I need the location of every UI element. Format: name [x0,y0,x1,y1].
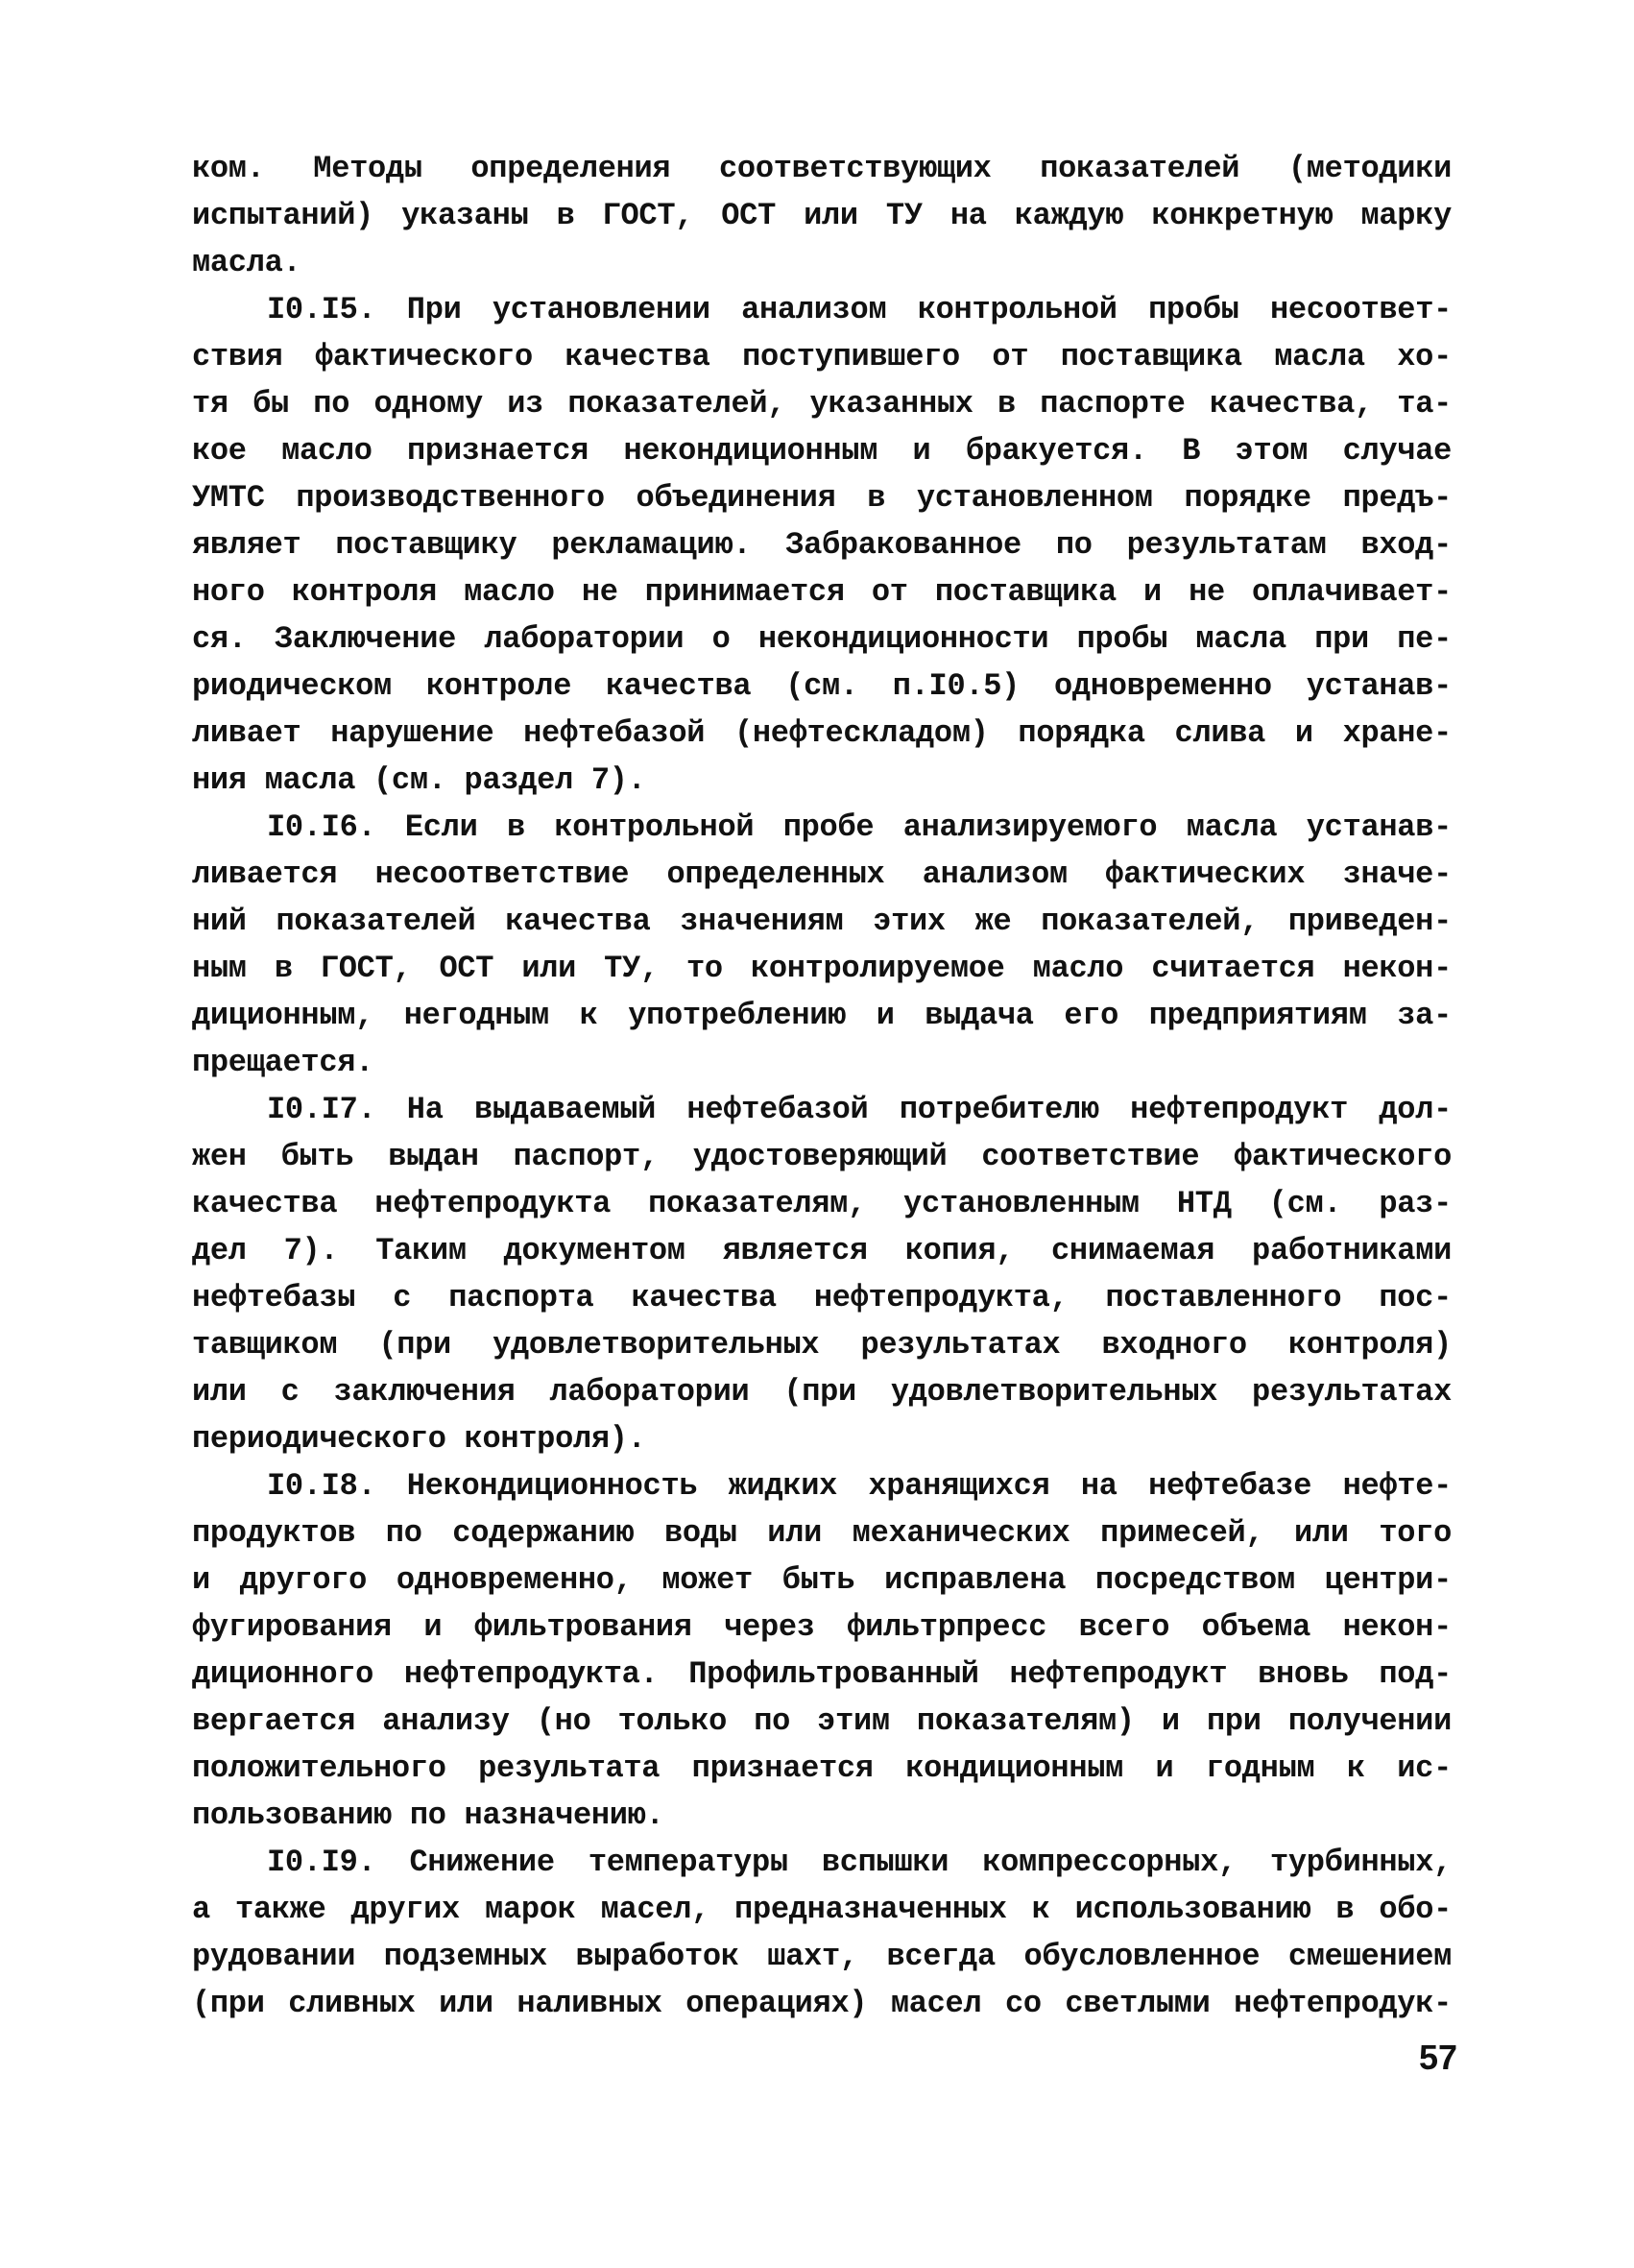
text-line: тавщиком (при удовлетворительных результатах входного контроля) [192,1327,1452,1363]
text-line: ным в ГОСТ, ОСТ или ТУ, то контролируемое масло считается некон- [192,951,1452,986]
text-line: (при сливных или наливных операциях) масел со светлыми нефтепродук- [192,1986,1452,2021]
text-line: испытаний) указаны в ГОСТ, ОСТ или ТУ на каждую конкретную марку [192,198,1452,233]
text-line: тя бы по одному из показателей, указанных в паспорте качества, та- [192,386,1452,422]
text-line: и другого одновременно, может быть исправлена посредством центри- [192,1562,1452,1598]
paragraph [192,145,1452,286]
text-line: пользованию по назначению. [192,1798,664,1833]
text-line: I0.I6. Если в контрольной пробе анализируемого масла устанав- [267,809,1452,845]
text-line: диционным, негодным к употреблению и выдача его предприятиям за- [192,998,1452,1033]
text-line: ком. Методы определения соответствующих показателей (методики [192,151,1452,186]
text-line: а также других марок масел, предназначенных к использованию в обо- [192,1892,1452,1927]
text-line: или с заключения лаборатории (при удовлетворительных результатах [192,1374,1452,1410]
text-line: I0.I5. При установлении анализом контрольной пробы несоответ- [267,292,1452,327]
text-line: ливает нарушение нефтебазой (нефтескладом) порядка слива и хране- [192,715,1452,751]
text-line: рудовании подземных выработок шахт, всегда обусловленное смешением [192,1939,1452,1974]
paragraph [192,286,1452,804]
text-line: I0.I8. Некондиционность жидких хранящихся на нефтебазе нефте- [267,1468,1452,1504]
text-line: I0.I7. На выдаваемый нефтебазой потребителю нефтепродукт дол- [267,1092,1452,1127]
text-line: ствия фактического качества поступившего от поставщика масла хо- [192,339,1452,374]
text-line: качества нефтепродукта показателям, установленным НТД (см. раз- [192,1186,1452,1221]
text-line: периодического контроля). [192,1421,646,1457]
text-line: продуктов по содержанию воды или механических примесей, или того [192,1515,1452,1551]
paragraph [192,804,1452,1086]
text-line: прещается. [192,1045,374,1080]
text-line: I0.I9. Снижение температуры вспышки компрессорных, турбинных, [267,1845,1452,1880]
document-body [192,145,1452,2027]
text-line: дел 7). Таким документом является копия, снимаемая работниками [192,1233,1452,1268]
text-line: ний показателей качества значениям этих же показателей, приведен- [192,904,1452,939]
text-line: жен быть выдан паспорт, удостоверяющий соответствие фактического [192,1139,1452,1174]
text-line: фугирования и фильтрования через фильтрпресс всего объема некон- [192,1609,1452,1645]
paragraph [192,1839,1452,2027]
paragraph [192,1086,1452,1462]
text-line: масла. [192,245,301,280]
text-line: положительного результата признается кондиционным и годным к ис- [192,1750,1452,1786]
text-line: ся. Заключение лаборатории о некондиционности пробы масла при пе- [192,621,1452,657]
text-line: являет поставщику рекламацию. Забракованное по результатам вход- [192,527,1452,563]
paragraph [192,1462,1452,1839]
text-line: диционного нефтепродукта. Профильтрованный нефтепродукт вновь под- [192,1656,1452,1692]
text-line: риодическом контроле качества (см. п.I0.5) одновременно устанав- [192,668,1452,704]
text-line: ного контроля масло не принимается от поставщика и не оплачивает- [192,574,1452,610]
text-line: ливается несоответствие определенных анализом фактических значе- [192,857,1452,892]
text-line: нефтебазы с паспорта качества нефтепродукта, поставленного пос- [192,1280,1452,1315]
page-number: 57 [1418,2038,1457,2077]
text-line: УМТС производственного объединения в установленном порядке предъ- [192,480,1452,516]
text-line: вергается анализу (но только по этим показателям) и при получении [192,1703,1452,1739]
text-line: кое масло признается некондиционным и бракуется. В этом случае [192,433,1452,469]
text-line: ния масла (см. раздел 7). [192,762,646,798]
